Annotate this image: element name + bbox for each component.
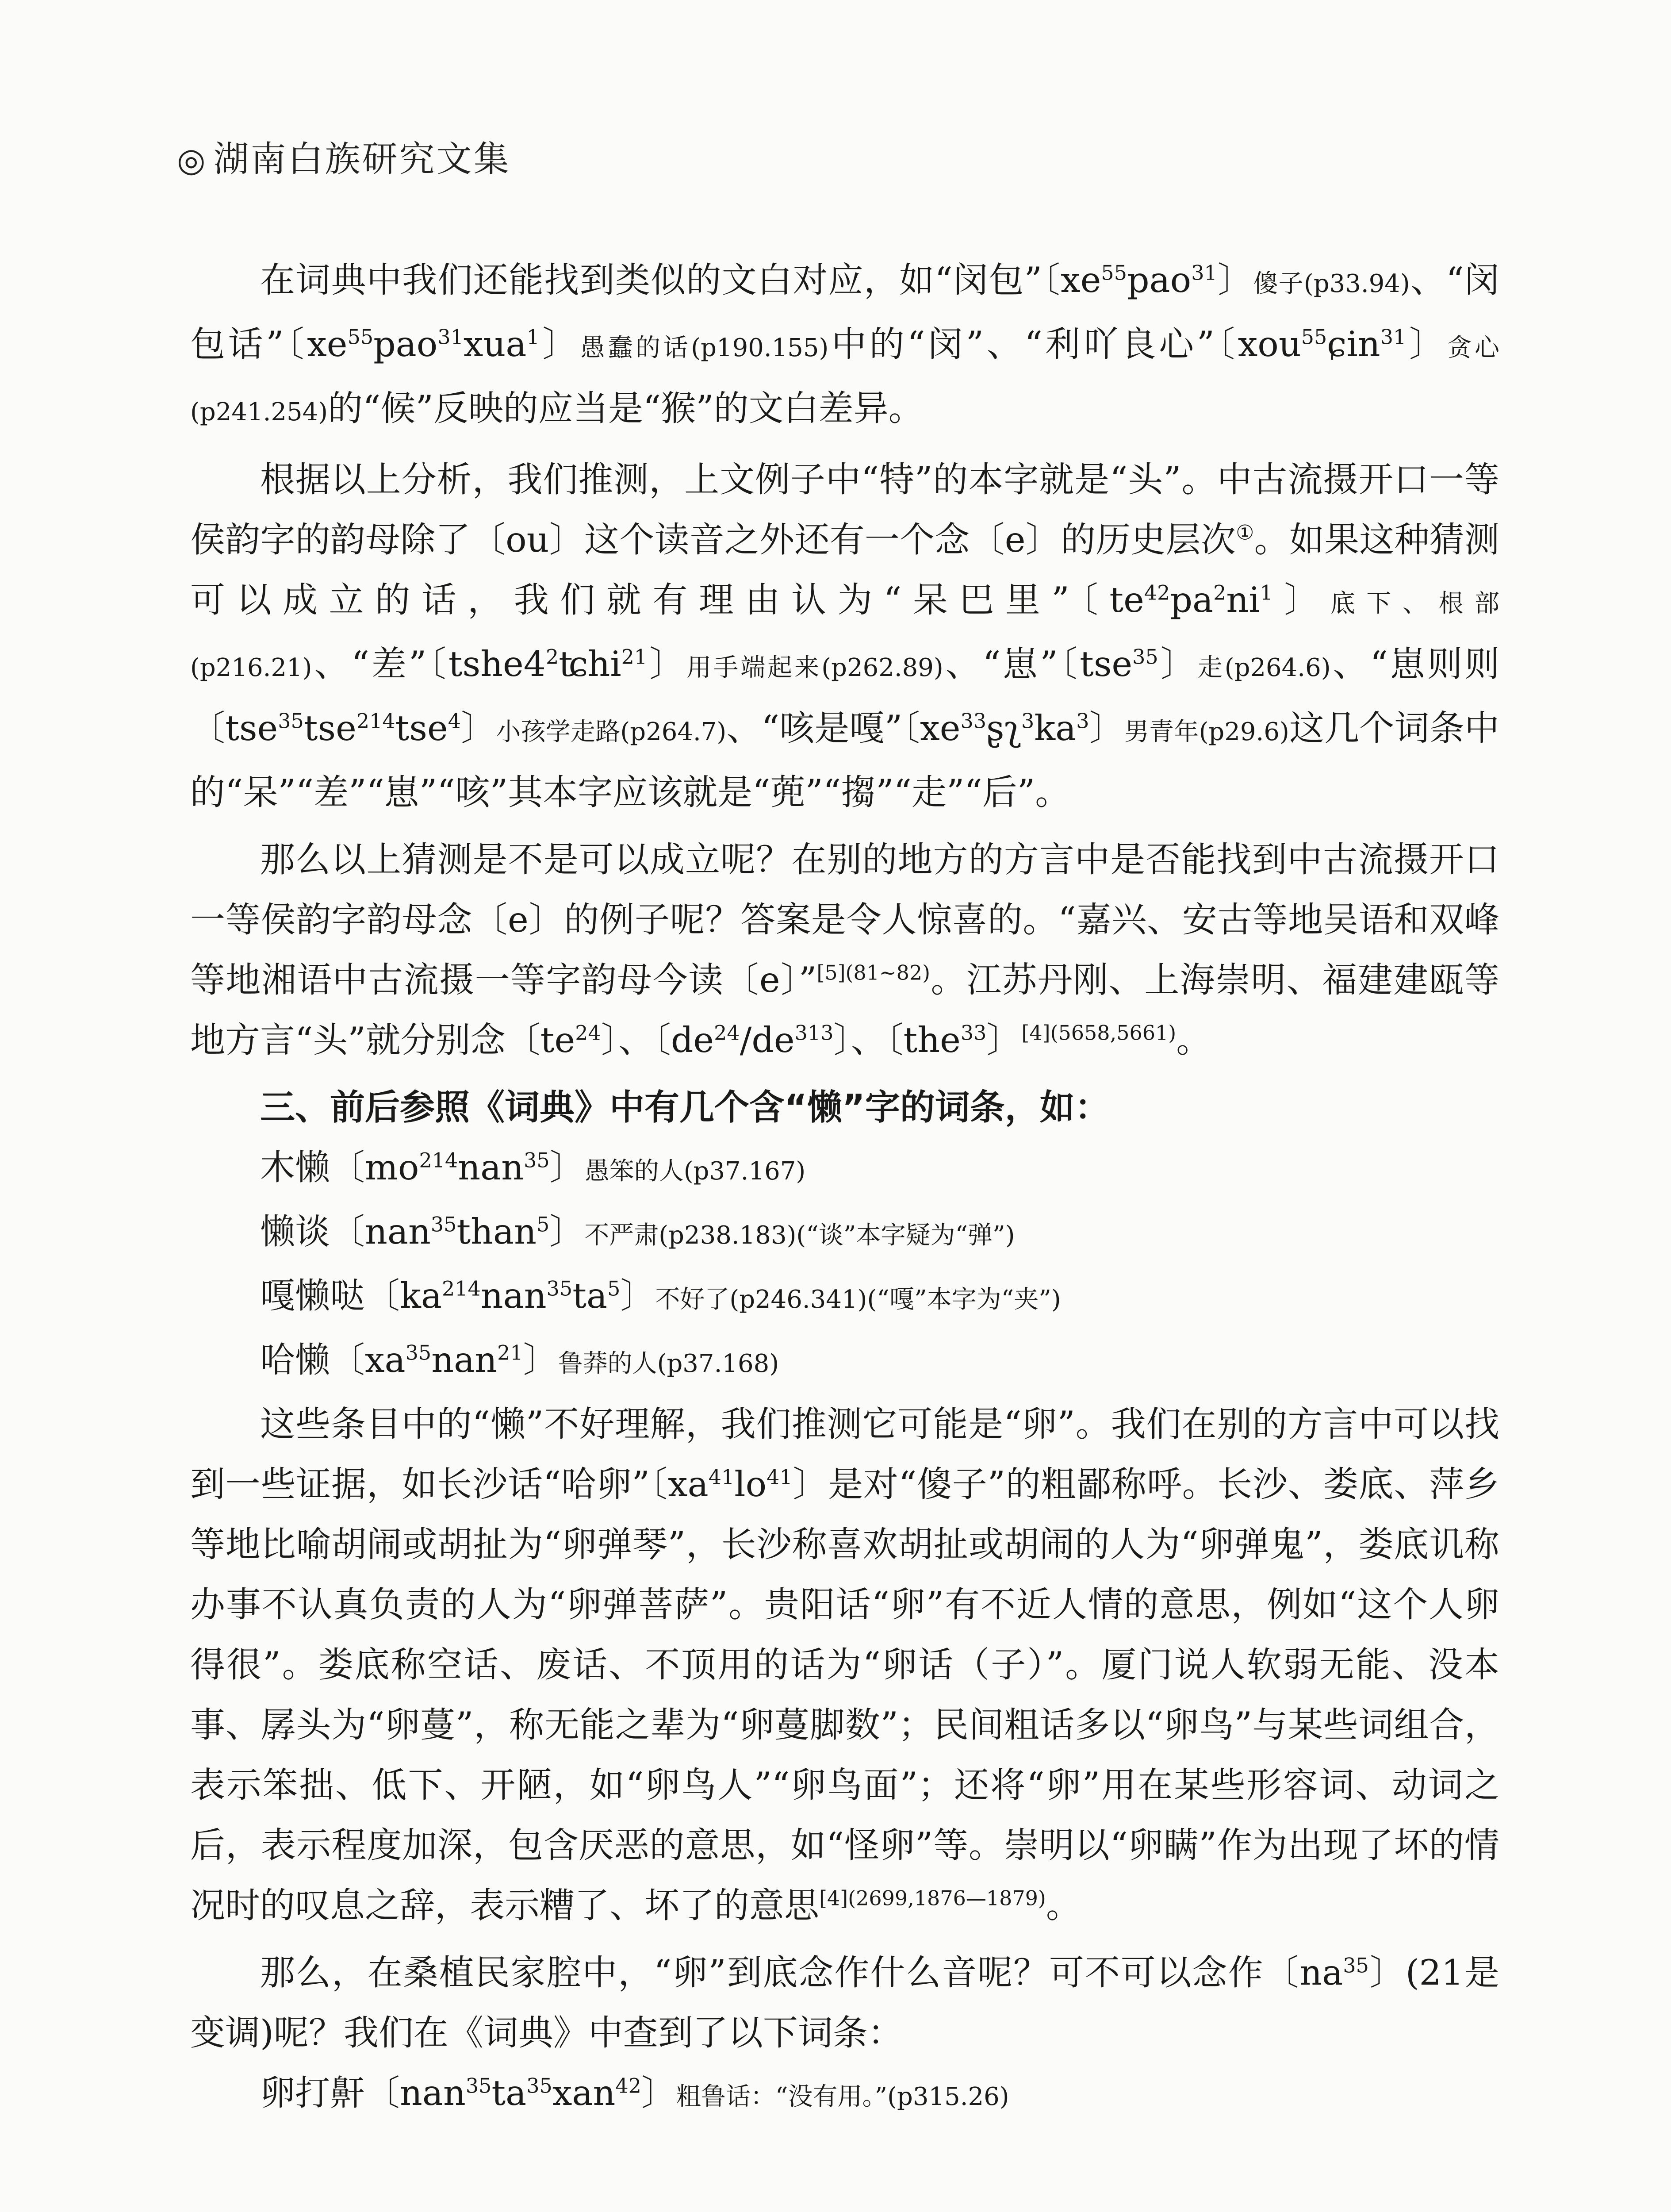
tone-sup: 21: [497, 1340, 523, 1365]
gloss: 男青年(p29.6): [1124, 718, 1289, 746]
gloss: 不好了(p246.341)(“嘎”本字为“夹”): [655, 1285, 1061, 1314]
text-run: 、“差”〔tshe4: [312, 644, 546, 684]
tone-sup: 1: [526, 325, 540, 349]
text-run: 〕: [549, 1147, 585, 1188]
text-run: 。: [1046, 1885, 1081, 1926]
text-run: tse: [303, 708, 356, 749]
text-run: tse: [395, 708, 448, 749]
tone-sup: 35: [465, 2074, 492, 2098]
text-run: 。江苏丹刚、上海崇明、福建建瓯等地方言“头”就分别念〔te: [190, 960, 1500, 1060]
tone-sup: 214: [419, 1148, 458, 1172]
text-run: 、“咳是嘎”〔xe: [726, 708, 961, 749]
text-run: 〕(21是变调)呢？我们在《词典》中查到了以下词条：: [190, 1952, 1499, 2053]
gloss: 不严肃(p238.183)(“谈”本字疑为“弹”): [584, 1221, 1015, 1250]
citation-ref[interactable]: [5](81~82): [816, 960, 931, 985]
tone-sup: 55: [347, 325, 374, 349]
text-run: 。如果这种猜测可以成立的话，我们就有理由认为“呆巴里”〔te: [190, 519, 1499, 620]
dictionary-entry: [190, 1137, 1499, 1202]
tone-sup: 31: [1380, 325, 1407, 349]
tone-sup: 55: [1101, 261, 1127, 285]
tone-sup: 5: [537, 1212, 550, 1237]
gloss: 愚蠢的话(p190.155): [580, 334, 829, 362]
text-run: 根据以上分析，我们推测，上文例子中“特”的本字就是“头”。中古流摄开口一等侯韵字的韵母除了〔ou〕这个读音之外还有一个念〔e〕的历史层次: [190, 459, 1499, 560]
paragraph-3: [190, 830, 1499, 1070]
text-run: 〕: [641, 2073, 676, 2113]
gloss: 鲁莽的人(p37.168): [558, 1349, 779, 1378]
tone-sup: 2: [546, 645, 559, 669]
text-run: than: [456, 1211, 537, 1252]
tone-sup: 214: [441, 1276, 481, 1301]
tone-sup: 55: [1301, 325, 1327, 349]
gloss: 傻子(p33.94): [1253, 269, 1410, 298]
paragraph-5: [190, 1394, 1499, 1936]
gloss: 愚笨的人(p37.167): [584, 1157, 806, 1186]
text-run: /de: [740, 1020, 795, 1060]
tone-sup: 3: [1021, 709, 1035, 733]
text-run: 那么，在桑植民家腔中，“卵”到底念作什么音呢？可不可以念作〔na: [260, 1952, 1343, 1993]
circle-mark-icon: ◎: [177, 141, 207, 179]
tone-sup: 24: [575, 1021, 601, 1045]
text-run: 、“崽则则〔tse: [190, 644, 1500, 749]
tone-sup: 33: [960, 709, 987, 733]
tone-sup: 35: [1343, 1953, 1369, 1978]
citation-ref[interactable]: [4](5658,5661): [1021, 1021, 1177, 1045]
tone-sup: 35: [524, 1148, 550, 1172]
text-run: pa: [1170, 580, 1214, 620]
dictionary-entry: [190, 1266, 1499, 1330]
tone-sup: 3: [1076, 709, 1089, 733]
text-run: pao: [373, 324, 438, 365]
entry-word: 嘎懒哒〔ka: [260, 1275, 442, 1316]
text-run: 。: [1176, 1020, 1211, 1060]
text-run: 〕、〔de: [601, 1020, 714, 1060]
text-run: nan: [458, 1147, 524, 1188]
entry-word: 卵打鼾〔nan: [260, 2073, 466, 2113]
tone-sup: 4: [448, 709, 461, 733]
paragraph-2: [190, 449, 1499, 822]
text-run: pao: [1127, 260, 1192, 300]
text-run: ɕin: [1327, 324, 1380, 365]
gloss: 粗鲁话：“没有用。”(p315.26): [676, 2082, 1009, 2111]
text-run: 、“闵包话”〔xe: [190, 260, 1500, 365]
dictionary-entry: [190, 2063, 1499, 2127]
text-run: 〕是对“傻子”的粗鄙称呼。长沙、娄底、萍乡等地比喻胡闹或胡扯为“卵弹琴”，长沙称喜欢胡扯或胡闹的人为“卵弹鬼”，娄底讥称办事不认真负责的人为“卵弹菩萨”。贵阳话“卵”有不近人情的意思，例如“这个人卵得很”。娄底称空话、废话、不顶用的话为“卵话（子）”。厦门说人软弱无能、没本事、孱头为“卵蔓”，称无能之辈为“卵蔓脚数”；民间粗话多以“卵鸟”与某些词组合，表示笨拙、低下、开陋，如“卵鸟人”“卵鸟面”；还将“卵”用在某些形容词、动词之后，表示程度加深，包含厌恶的意思，如“怪卵”等。崇明以“卵瞒”作为出现了坏的情况时的叹息之辞，表示糟了、坏了的意思: [190, 1464, 1499, 1926]
text-run: 〕: [523, 1340, 558, 1380]
tone-sup: 42: [1144, 580, 1170, 605]
text-run: ka: [1034, 708, 1077, 749]
running-header: [177, 137, 511, 182]
text-run: ni: [1226, 580, 1260, 620]
tone-sup: 24: [714, 1021, 740, 1045]
text-run: 的“候”反映的应当是“猴”的文白差异。: [328, 388, 924, 429]
text-run: nan: [480, 1275, 547, 1316]
tone-sup: 214: [356, 709, 395, 733]
gloss: 底下、根部(p216.21): [190, 589, 1500, 682]
text-run: 〕: [1089, 708, 1124, 749]
text-run: 那么以上猜测是不是可以成立呢？在别的地方的方言中是否能找到中古流摄开口一等侯韵字韵母念〔e〕的例子呢？答案是令人惊喜的。“嘉兴、安古等地吴语和双峰等地湘语中古流摄一等字韵母今读〔e〕”: [190, 839, 1499, 1000]
gloss: 小孩学走路(p264.7): [496, 718, 727, 746]
tone-sup: 33: [960, 1021, 987, 1045]
text-run: 〕: [986, 1020, 1022, 1060]
tone-sup: 42: [615, 2074, 641, 2098]
tone-sup: 5: [607, 1276, 621, 1301]
text-run: ta: [572, 1275, 608, 1316]
text-run: 〕: [539, 324, 580, 365]
gloss: 贪心(p241.254): [190, 334, 1500, 426]
tone-sup: 31: [1191, 261, 1217, 285]
text-run: ʂʅ: [986, 708, 1022, 749]
text-run: ʨhi: [559, 644, 621, 684]
text-run: lo: [734, 1464, 767, 1505]
book-title: 湖南白族研究文集: [213, 138, 511, 180]
entry-word: 哈懒〔xa: [260, 1340, 406, 1380]
tone-sup: 35: [526, 2074, 552, 2098]
dictionary-entry: [190, 1202, 1499, 1266]
footnote-ref[interactable]: ①: [1236, 520, 1254, 545]
tone-sup: 31: [437, 325, 464, 349]
paragraph-6: [190, 1943, 1499, 2063]
text-run: 〕: [1158, 644, 1198, 684]
tone-sup: 2: [1213, 580, 1226, 605]
tone-sup: 35: [278, 709, 304, 733]
dictionary-entry: [190, 1330, 1499, 1394]
text-run: 〕: [460, 708, 496, 749]
tone-sup: 41: [767, 1465, 793, 1489]
text-run: nan: [431, 1340, 498, 1380]
text-run: 〕: [1272, 580, 1330, 620]
tone-sup: 35: [546, 1276, 573, 1301]
text-run: 〕: [620, 1275, 655, 1316]
tone-sup: 21: [621, 645, 648, 669]
entry-word: 木懒〔mo: [260, 1147, 419, 1188]
text-run: 中的“闵”、“利吖良心”〔xou: [828, 324, 1301, 365]
text-run: 〕: [1406, 324, 1447, 365]
text-run: 〕: [549, 1211, 585, 1252]
text-run: ta: [491, 2073, 527, 2113]
text-run: 〕: [1217, 260, 1253, 300]
tone-sup: 313: [794, 1021, 834, 1045]
tone-sup: 41: [708, 1465, 735, 1489]
text-run: 在词典中我们还能找到类似的文白对应，如“闵包”〔xe: [260, 260, 1101, 300]
gloss: 用手端起来(p262.89): [686, 653, 943, 682]
text-run: 这些条目中的“懒”不好理解，我们推测它可能是“卵”。我们在别的方言中可以找到一些证据，如长沙话“哈卵”〔xa: [190, 1404, 1499, 1505]
section-heading: 三、前后参照《词典》中有几个含“懒”字的词条，如：: [260, 1087, 1110, 1128]
text-run: 这几个词条中的“呆”“差”“崽”“咳”其本字应该就是“蔸”“搊”“走”“后”。: [190, 708, 1500, 813]
text-run: xan: [552, 2073, 616, 2113]
text-run: xua: [463, 324, 527, 365]
paragraph-1: [190, 250, 1499, 442]
body-text: [190, 250, 1499, 2127]
citation-ref[interactable]: [4](2699,1876—1879): [819, 1886, 1046, 1910]
entry-word: 懒谈〔nan: [260, 1211, 431, 1252]
tone-sup: 35: [430, 1212, 457, 1237]
tone-sup: 35: [405, 1340, 432, 1365]
text-run: 〕: [647, 644, 687, 684]
tone-sup: 35: [1132, 645, 1158, 669]
text-run: 〕、〔the: [833, 1020, 961, 1060]
gloss: 走(p264.6): [1197, 653, 1331, 682]
text-run: 、“崽”〔tse: [943, 644, 1133, 684]
tone-sup: 1: [1260, 580, 1273, 605]
